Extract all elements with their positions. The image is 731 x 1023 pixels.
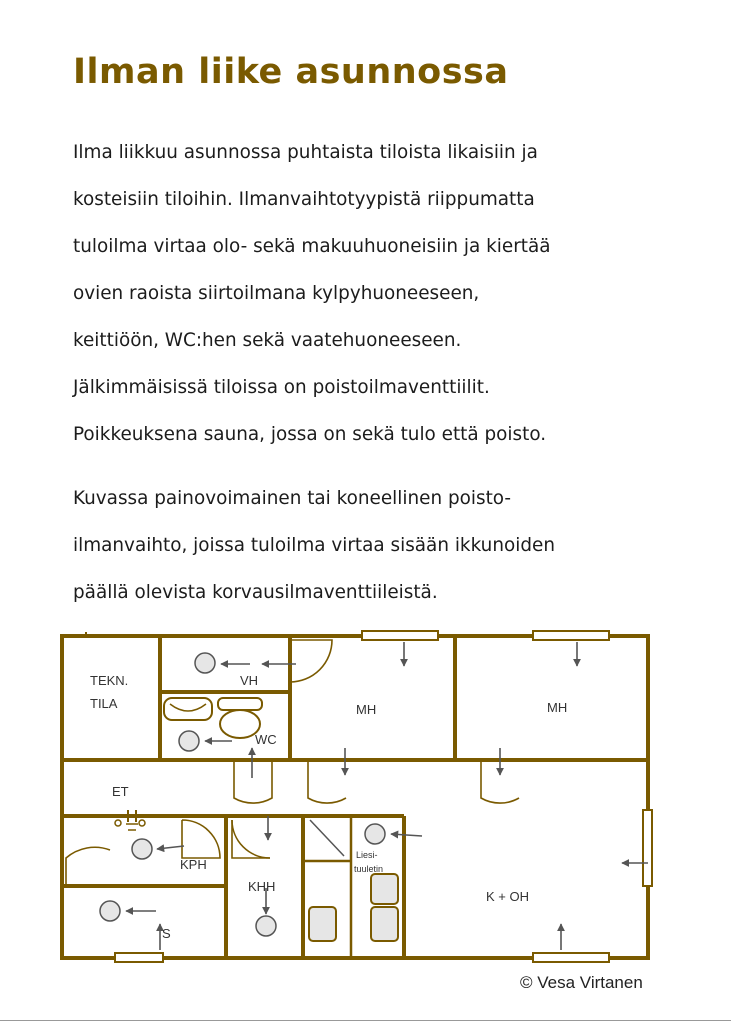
walls: [62, 636, 648, 958]
window: [533, 631, 609, 640]
room-label-wc: WC: [255, 732, 277, 747]
door-kph: [182, 820, 220, 858]
paragraph-line: Jälkimmäisissä tiloissa on poistoilmaventtiilit.: [73, 377, 490, 398]
window: [533, 953, 609, 962]
exhaust-valves: [100, 653, 385, 936]
drain-symbol: [115, 820, 145, 830]
paragraph-line: päällä olevista korvausilmaventtiileistä.: [73, 582, 438, 603]
valve: [179, 731, 199, 751]
door-khh-arc: [232, 820, 270, 858]
toilet-bowl: [220, 710, 260, 738]
room-label-mh-right: MH: [547, 700, 568, 715]
room-label-tekn: TEKN.: [90, 673, 129, 688]
paragraph-2: [73, 475, 713, 616]
copyright-notice: © Vesa Virtanen: [520, 973, 643, 992]
valve: [195, 653, 215, 673]
room-label-kph: KPH: [180, 857, 207, 872]
hood-line: [310, 820, 344, 856]
room-label-s: S: [162, 926, 171, 941]
arrow: [391, 834, 422, 836]
valve: [100, 901, 120, 921]
paragraph-1: [73, 129, 713, 458]
paragraph-line: Ilma liikkuu asunnossa puhtaista tiloista likaisiin ja: [73, 142, 538, 163]
door-et: [66, 847, 110, 886]
paragraph-line: tuloilma virtaa olo- sekä makuuhuoneisiin ja kiertää: [73, 236, 551, 257]
valve: [256, 916, 276, 936]
window: [643, 810, 652, 886]
paragraph-line: ilmanvaihto, joissa tuloilma virtaa sisään ikkunoiden: [73, 535, 555, 556]
door-wc: [234, 760, 272, 803]
divider: [0, 1020, 731, 1021]
valve: [132, 839, 152, 859]
room-label-khh: KHH: [248, 879, 276, 894]
door-mh: [308, 760, 346, 803]
fixtures: [164, 698, 398, 941]
paragraph-line: Poikkeuksena sauna, jossa on sekä tulo että poisto.: [73, 424, 547, 445]
window: [115, 953, 163, 962]
valve: [365, 824, 385, 844]
room-label-tila: TILA: [90, 696, 118, 711]
paragraph-line: keittiöön, WC:hen sekä vaatehuoneeseen.: [73, 330, 462, 351]
room-label-vh: VH: [240, 673, 259, 688]
sink: [164, 698, 212, 720]
window: [362, 631, 438, 640]
floor-plan-diagram: [0, 620, 731, 970]
stove-top: [371, 874, 398, 904]
toilet-tank: [218, 698, 262, 710]
stove-bottom: [371, 907, 398, 941]
room-label-mh: MH: [356, 702, 377, 717]
room-label-k-oh: K + OH: [486, 889, 529, 904]
door-vh: [290, 640, 332, 682]
arrow: [157, 846, 184, 849]
paragraph-line: kosteisiin tiloihin. Ilmanvaihtotyypistä riippumatta: [73, 189, 535, 210]
label-tuuletin: tuuletin: [354, 864, 384, 874]
outer-wall: [62, 636, 648, 958]
storage-box: [309, 907, 336, 941]
paragraph-line: ovien raoista siirtoilmana kylpyhuoneeseen,: [73, 283, 480, 304]
room-label-et: ET: [112, 784, 129, 799]
label-liesi: Liesi-: [356, 850, 378, 860]
paragraph-line: Kuvassa painovoimainen tai koneellinen poisto-: [73, 488, 512, 509]
page-title: Ilman liike asunnossa: [73, 52, 509, 92]
